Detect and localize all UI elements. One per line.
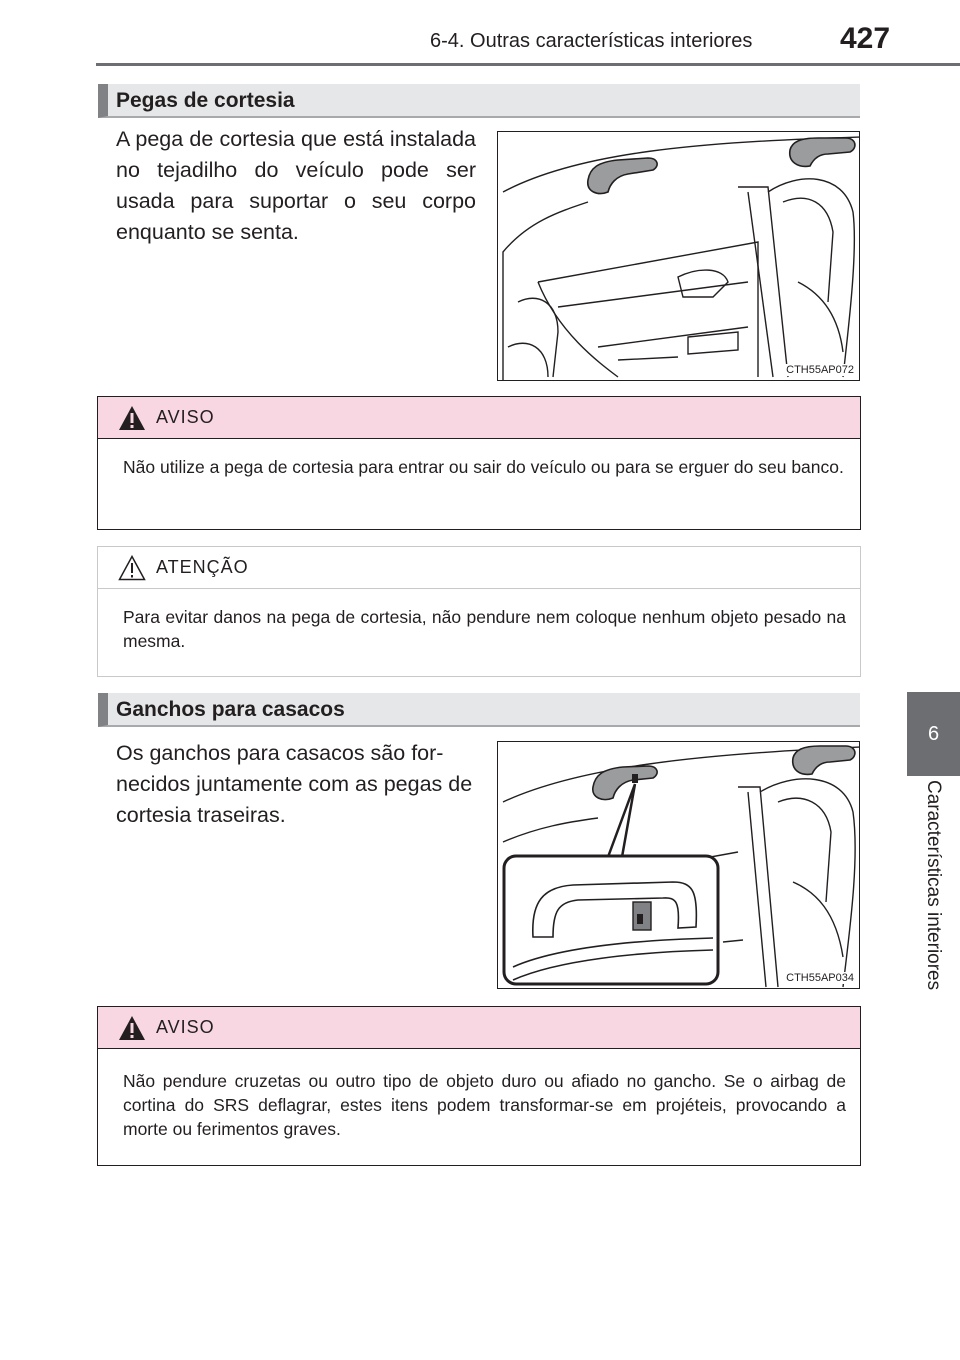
- coat-hook-illustration: [498, 742, 860, 989]
- warning-header: [98, 397, 860, 439]
- figure-coat-hook: [497, 741, 860, 989]
- warning-triangle-icon: [118, 405, 146, 431]
- caution-label: ATENÇÃO: [156, 557, 249, 577]
- section-body-coat-hooks: Os ganchos para casacos são fornecidos juntamente com as pegas de cortesia traseiras.: [116, 741, 473, 827]
- warning-label: AVISO: [156, 407, 215, 427]
- figure-grab-handle: [497, 131, 860, 381]
- warning-box: [97, 396, 861, 530]
- section-body-grab-handles: A pega de cortesia que está instalada no tejadilho do veículo pode ser usada para suportar o seu corpo enquanto se senta.: [116, 127, 476, 244]
- warning-text-2: Não pendure cruzetas ou outro tipo de objeto duro ou afiado no gancho. Se o airbag de cortina do SRS deflagrar, estes itens podem transformar-se em projéteis, provocando a morte ou ferimentos graves.: [123, 1071, 846, 1139]
- warning-label: AVISO: [156, 1017, 215, 1037]
- warning-text: Não utilize a pega de cortesia para entrar ou sair do veículo ou para se erguer do seu banco.: [123, 457, 844, 477]
- caution-triangle-icon: [118, 555, 146, 581]
- caution-header: [98, 547, 860, 589]
- section-title: 6-4. Outras características interiores: [430, 30, 753, 52]
- warning-triangle-icon: [118, 1015, 146, 1041]
- page-number: 427: [840, 22, 891, 55]
- figure-code: CTH55AP072: [786, 364, 854, 376]
- section-heading-grab-handles: Pegas de cortesia: [98, 84, 860, 118]
- section-heading-coat-hooks: Ganchos para casacos: [98, 693, 860, 727]
- caution-box: [97, 546, 861, 677]
- figure-code: CTH55AP034: [786, 972, 854, 984]
- caution-text: Para evitar danos na pega de cortesia, não pendure nem coloque nenhum objeto pesado na mesma.: [123, 607, 846, 651]
- grab-handle-illustration: [498, 132, 860, 381]
- header-rule: [96, 63, 960, 66]
- warning-header-2: [98, 1007, 860, 1049]
- warning-box-2: [97, 1006, 861, 1166]
- chapter-tab: 6: [907, 692, 960, 776]
- chapter-title-text: Características interiores: [923, 780, 944, 991]
- chapter-title: [903, 780, 960, 1090]
